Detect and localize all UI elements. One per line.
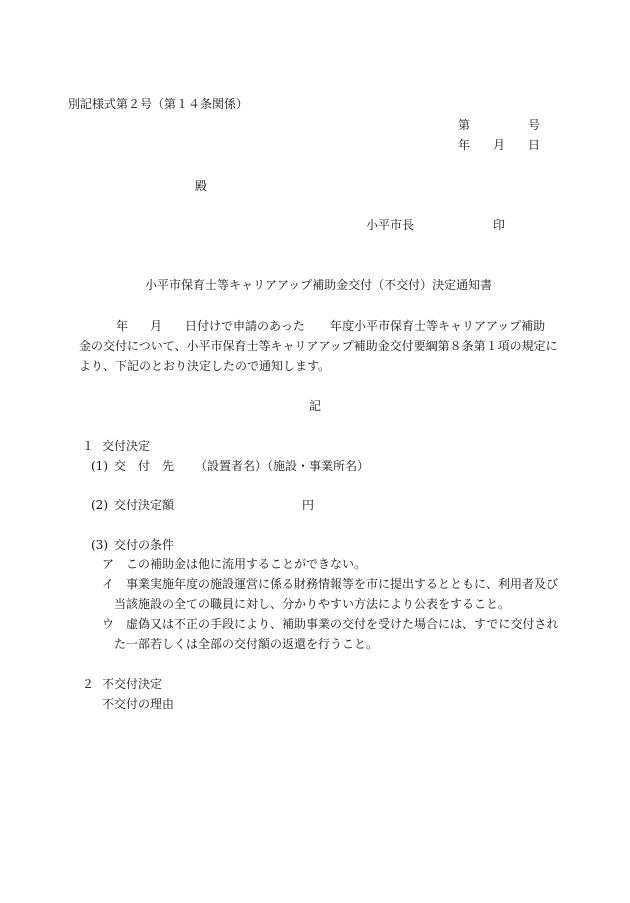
body-month: 月 [150, 319, 163, 333]
issuer-seal: 印 [493, 218, 506, 232]
item2-label: 交付決定額 [114, 498, 175, 512]
condition-i-kana: イ [102, 577, 115, 591]
section1-heading: 交付決定 [102, 439, 151, 453]
condition-a-kana: ア [102, 557, 115, 571]
section2-reason-label: 不交付の理由 [102, 697, 175, 711]
condition-u-text1: 虚偽又は不正の手段により、補助事業の交付を受けた場合には、すでに交付され [126, 617, 559, 631]
addressee-suffix: 殿 [195, 179, 208, 193]
item2-number: (2) [91, 498, 108, 512]
section2-heading: 不交付決定 [102, 677, 163, 691]
issuer-name: 小平市長 [366, 218, 415, 232]
form-label: 別記様式第２号（第１４条関係） [68, 97, 249, 111]
condition-i-text1: 事業実施年度の施設運営に係る財務情報等を市に提出するとともに、利用者及び [126, 577, 559, 591]
ki-heading: 記 [309, 399, 322, 413]
condition-u-text2: た一部若しくは全部の交付額の返還を行うこと。 [114, 637, 379, 651]
condition-i-text2: 当該施設の全ての職員に対し、分かりやすい方法により公表をすること。 [114, 597, 511, 611]
item3-label: 交付の条件 [114, 538, 175, 552]
item3-number: (3) [91, 538, 108, 552]
item2-unit: 円 [302, 498, 315, 512]
body-line2: 金の交付について、小平市保育士等キャリアアップ補助金交付要綱第８条第１項の規定に [79, 339, 558, 353]
number-go: 号 [528, 118, 541, 132]
condition-u-kana: ウ [102, 617, 115, 631]
body-year: 年 [116, 319, 129, 333]
body-day-text: 日付けで申請のあった [185, 319, 305, 333]
body-line3: より、下記のとおり決定したので通知します。 [79, 359, 331, 373]
body-line1-rest: 年度小平市保育士等キャリアアップ補助 [330, 319, 546, 333]
date-day: 日 [528, 138, 541, 152]
date-year: 年 [458, 138, 471, 152]
section2-number: ２ [82, 677, 95, 691]
date-month: 月 [493, 138, 506, 152]
document-title: 小平市保育士等キャリアアップ補助金交付（不交付）決定通知書 [145, 278, 493, 292]
section1-number: １ [82, 439, 95, 453]
number-dai: 第 [458, 118, 471, 132]
item1-value: （設置者名）（施設・事業所名） [195, 459, 370, 473]
item1-number: (1) [91, 459, 108, 473]
item1-label: 交 付 先 [114, 459, 175, 473]
condition-a-text: この補助金は他に流用することができない。 [126, 557, 367, 571]
